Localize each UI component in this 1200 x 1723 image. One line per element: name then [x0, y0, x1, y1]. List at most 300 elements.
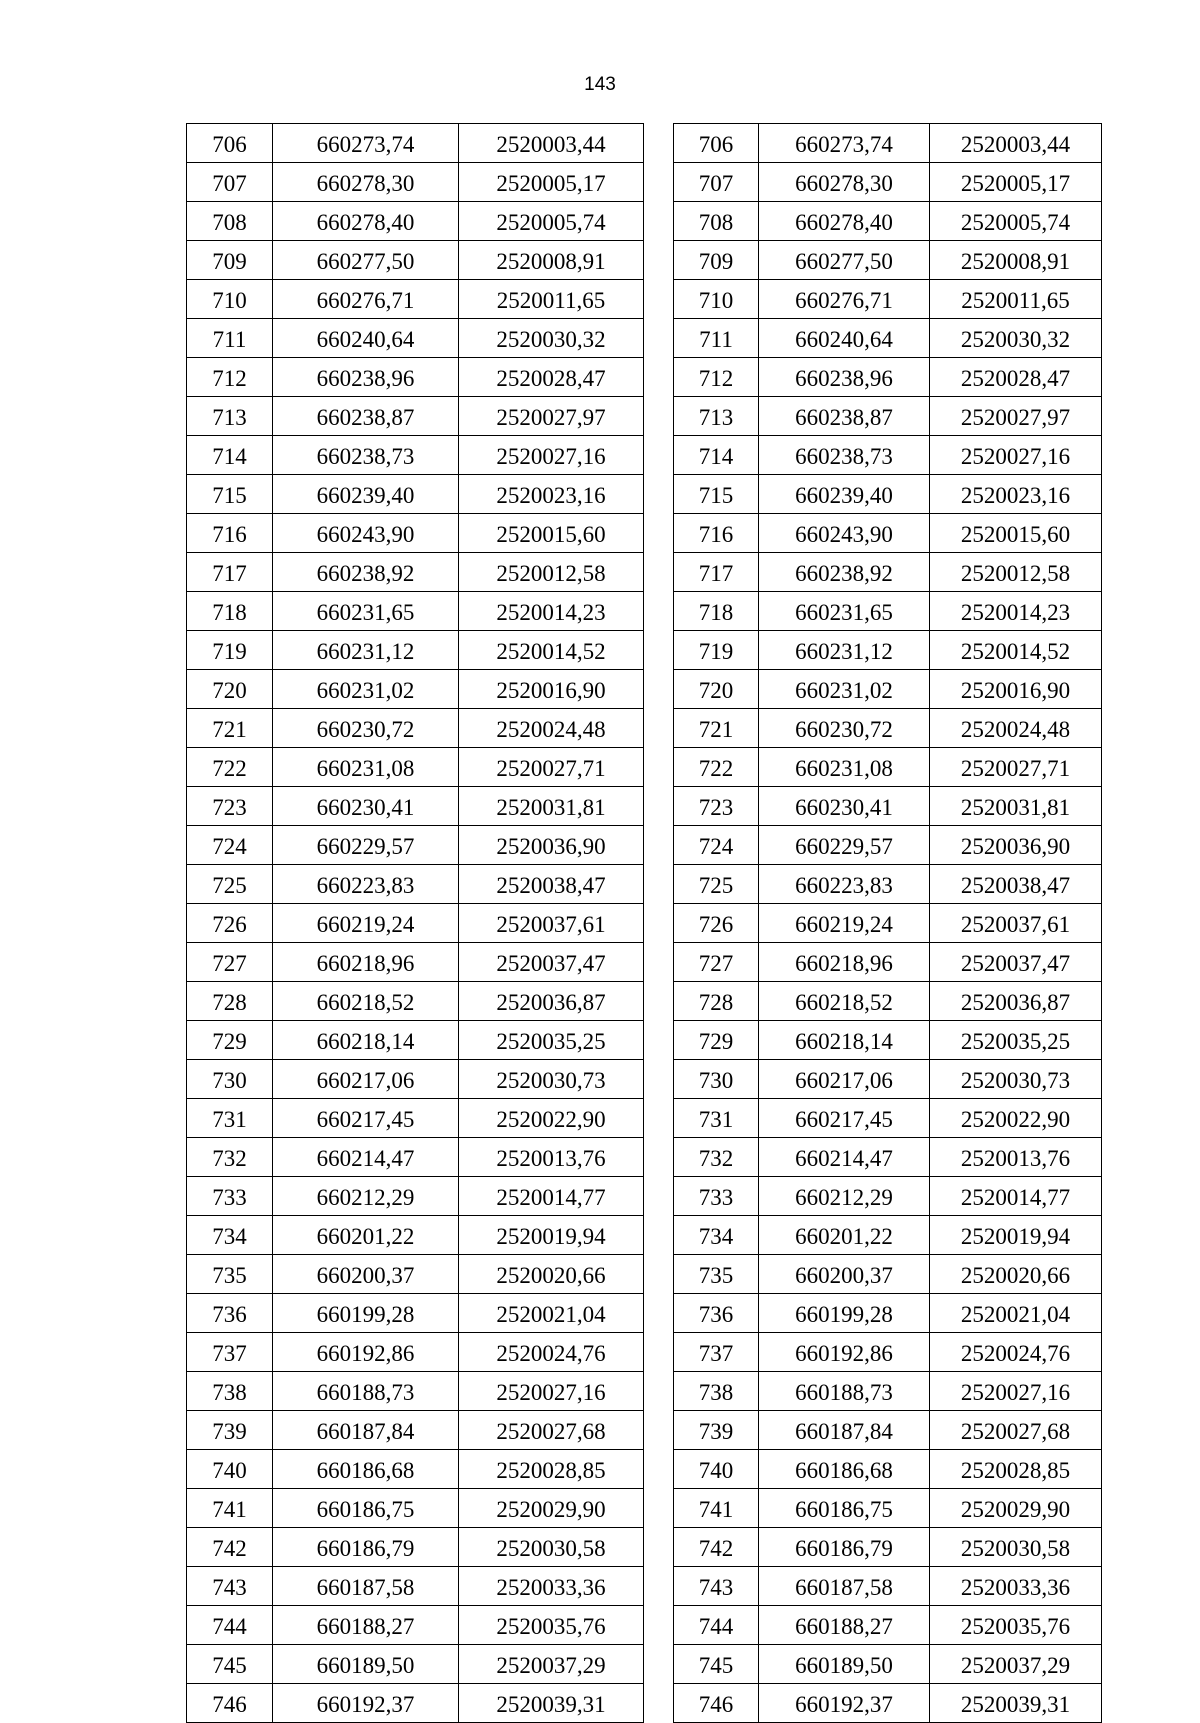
- y-coordinate-cell: 2520027,97: [930, 397, 1102, 436]
- y-coordinate-cell: 2520005,74: [459, 202, 644, 241]
- table-row: [187, 670, 644, 709]
- coordinates-table-left: [186, 123, 644, 1723]
- y-coordinate-cell: 2520030,58: [930, 1528, 1102, 1567]
- y-coordinate-cell: 2520014,23: [459, 592, 644, 631]
- table-row: [187, 748, 644, 787]
- y-coordinate-cell: 2520005,74: [930, 202, 1102, 241]
- point-number-cell: 712: [187, 358, 273, 397]
- point-number-cell: 731: [187, 1099, 273, 1138]
- point-number-cell: 725: [674, 865, 759, 904]
- x-coordinate-cell: 660218,96: [273, 943, 459, 982]
- table-row: [187, 280, 644, 319]
- point-number-cell: 706: [674, 124, 759, 163]
- table-row: [674, 1606, 1102, 1645]
- point-number-cell: 712: [674, 358, 759, 397]
- x-coordinate-cell: 660277,50: [273, 241, 459, 280]
- point-number-cell: 734: [187, 1216, 273, 1255]
- point-number-cell: 745: [674, 1645, 759, 1684]
- point-number-cell: 721: [674, 709, 759, 748]
- table-row: [187, 241, 644, 280]
- y-coordinate-cell: 2520033,36: [930, 1567, 1102, 1606]
- y-coordinate-cell: 2520015,60: [930, 514, 1102, 553]
- point-number-cell: 710: [187, 280, 273, 319]
- point-number-cell: 723: [674, 787, 759, 826]
- point-number-cell: 718: [187, 592, 273, 631]
- x-coordinate-cell: 660187,58: [759, 1567, 930, 1606]
- y-coordinate-cell: 2520027,71: [459, 748, 644, 787]
- y-coordinate-cell: 2520027,16: [459, 1372, 644, 1411]
- x-coordinate-cell: 660219,24: [759, 904, 930, 943]
- point-number-cell: 729: [187, 1021, 273, 1060]
- x-coordinate-cell: 660229,57: [273, 826, 459, 865]
- table-row: [674, 709, 1102, 748]
- y-coordinate-cell: 2520021,04: [459, 1294, 644, 1333]
- table-body: [674, 124, 1102, 1723]
- y-coordinate-cell: 2520015,60: [459, 514, 644, 553]
- y-coordinate-cell: 2520013,76: [930, 1138, 1102, 1177]
- table-row: [674, 475, 1102, 514]
- table-row: [187, 1372, 644, 1411]
- table-row: [674, 436, 1102, 475]
- y-coordinate-cell: 2520011,65: [459, 280, 644, 319]
- table-body: [187, 124, 644, 1723]
- table-row: [187, 124, 644, 163]
- y-coordinate-cell: 2520035,76: [459, 1606, 644, 1645]
- table-row: [187, 202, 644, 241]
- y-coordinate-cell: 2520024,76: [930, 1333, 1102, 1372]
- table-row: [674, 1255, 1102, 1294]
- y-coordinate-cell: 2520014,77: [459, 1177, 644, 1216]
- x-coordinate-cell: 660243,90: [759, 514, 930, 553]
- point-number-cell: 714: [187, 436, 273, 475]
- point-number-cell: 714: [674, 436, 759, 475]
- point-number-cell: 744: [187, 1606, 273, 1645]
- table-row: [674, 826, 1102, 865]
- x-coordinate-cell: 660186,75: [759, 1489, 930, 1528]
- point-number-cell: 719: [674, 631, 759, 670]
- table-row: [674, 1411, 1102, 1450]
- x-coordinate-cell: 660192,37: [273, 1684, 459, 1723]
- x-coordinate-cell: 660231,65: [273, 592, 459, 631]
- y-coordinate-cell: 2520030,32: [459, 319, 644, 358]
- x-coordinate-cell: 660217,45: [759, 1099, 930, 1138]
- point-number-cell: 731: [674, 1099, 759, 1138]
- table-row: [674, 1450, 1102, 1489]
- x-coordinate-cell: 660199,28: [273, 1294, 459, 1333]
- y-coordinate-cell: 2520035,25: [930, 1021, 1102, 1060]
- y-coordinate-cell: 2520024,48: [930, 709, 1102, 748]
- y-coordinate-cell: 2520039,31: [459, 1684, 644, 1723]
- point-number-cell: 727: [187, 943, 273, 982]
- table-row: [187, 553, 644, 592]
- point-number-cell: 717: [674, 553, 759, 592]
- y-coordinate-cell: 2520005,17: [459, 163, 644, 202]
- x-coordinate-cell: 660278,40: [273, 202, 459, 241]
- x-coordinate-cell: 660186,68: [759, 1450, 930, 1489]
- x-coordinate-cell: 660238,87: [273, 397, 459, 436]
- y-coordinate-cell: 2520022,90: [459, 1099, 644, 1138]
- y-coordinate-cell: 2520037,61: [930, 904, 1102, 943]
- point-number-cell: 709: [674, 241, 759, 280]
- x-coordinate-cell: 660201,22: [273, 1216, 459, 1255]
- table-row: [187, 1567, 644, 1606]
- table-row: [187, 943, 644, 982]
- table-row: [674, 553, 1102, 592]
- x-coordinate-cell: 660278,30: [273, 163, 459, 202]
- x-coordinate-cell: 660230,72: [273, 709, 459, 748]
- point-number-cell: 741: [187, 1489, 273, 1528]
- x-coordinate-cell: 660200,37: [759, 1255, 930, 1294]
- y-coordinate-cell: 2520008,91: [930, 241, 1102, 280]
- table-row: [187, 1528, 644, 1567]
- point-number-cell: 725: [187, 865, 273, 904]
- y-coordinate-cell: 2520024,76: [459, 1333, 644, 1372]
- x-coordinate-cell: 660199,28: [759, 1294, 930, 1333]
- point-number-cell: 738: [674, 1372, 759, 1411]
- y-coordinate-cell: 2520016,90: [459, 670, 644, 709]
- table-row: [187, 1255, 644, 1294]
- point-number-cell: 727: [674, 943, 759, 982]
- table-row: [187, 1021, 644, 1060]
- point-number-cell: 711: [187, 319, 273, 358]
- table-row: [187, 1489, 644, 1528]
- y-coordinate-cell: 2520022,90: [930, 1099, 1102, 1138]
- x-coordinate-cell: 660192,86: [273, 1333, 459, 1372]
- point-number-cell: 728: [674, 982, 759, 1021]
- x-coordinate-cell: 660187,84: [759, 1411, 930, 1450]
- y-coordinate-cell: 2520027,68: [930, 1411, 1102, 1450]
- y-coordinate-cell: 2520020,66: [459, 1255, 644, 1294]
- table-row: [674, 202, 1102, 241]
- point-number-cell: 740: [674, 1450, 759, 1489]
- table-row: [187, 1294, 644, 1333]
- point-number-cell: 732: [674, 1138, 759, 1177]
- x-coordinate-cell: 660278,30: [759, 163, 930, 202]
- x-coordinate-cell: 660217,06: [273, 1060, 459, 1099]
- table-row: [187, 904, 644, 943]
- point-number-cell: 743: [674, 1567, 759, 1606]
- table-row: [674, 1372, 1102, 1411]
- point-number-cell: 720: [674, 670, 759, 709]
- point-number-cell: 735: [187, 1255, 273, 1294]
- point-number-cell: 729: [674, 1021, 759, 1060]
- x-coordinate-cell: 660230,41: [273, 787, 459, 826]
- point-number-cell: 726: [187, 904, 273, 943]
- x-coordinate-cell: 660186,75: [273, 1489, 459, 1528]
- y-coordinate-cell: 2520030,73: [459, 1060, 644, 1099]
- x-coordinate-cell: 660217,06: [759, 1060, 930, 1099]
- y-coordinate-cell: 2520038,47: [459, 865, 644, 904]
- point-number-cell: 740: [187, 1450, 273, 1489]
- table-row: [674, 319, 1102, 358]
- point-number-cell: 737: [674, 1333, 759, 1372]
- point-number-cell: 721: [187, 709, 273, 748]
- x-coordinate-cell: 660239,40: [759, 475, 930, 514]
- x-coordinate-cell: 660240,64: [273, 319, 459, 358]
- y-coordinate-cell: 2520027,68: [459, 1411, 644, 1450]
- y-coordinate-cell: 2520028,47: [459, 358, 644, 397]
- point-number-cell: 719: [187, 631, 273, 670]
- table-row: [187, 1060, 644, 1099]
- y-coordinate-cell: 2520035,25: [459, 1021, 644, 1060]
- point-number-cell: 715: [187, 475, 273, 514]
- point-number-cell: 717: [187, 553, 273, 592]
- point-number-cell: 708: [187, 202, 273, 241]
- y-coordinate-cell: 2520027,97: [459, 397, 644, 436]
- x-coordinate-cell: 660188,73: [759, 1372, 930, 1411]
- x-coordinate-cell: 660273,74: [273, 124, 459, 163]
- y-coordinate-cell: 2520023,16: [459, 475, 644, 514]
- point-number-cell: 730: [187, 1060, 273, 1099]
- table-row: [674, 1528, 1102, 1567]
- point-number-cell: 732: [187, 1138, 273, 1177]
- point-number-cell: 711: [674, 319, 759, 358]
- x-coordinate-cell: 660239,40: [273, 475, 459, 514]
- x-coordinate-cell: 660238,87: [759, 397, 930, 436]
- y-coordinate-cell: 2520035,76: [930, 1606, 1102, 1645]
- y-coordinate-cell: 2520033,36: [459, 1567, 644, 1606]
- table-row: [187, 787, 644, 826]
- table-row: [674, 904, 1102, 943]
- x-coordinate-cell: 660238,92: [759, 553, 930, 592]
- table-row: [187, 1684, 644, 1723]
- y-coordinate-cell: 2520011,65: [930, 280, 1102, 319]
- y-coordinate-cell: 2520031,81: [459, 787, 644, 826]
- x-coordinate-cell: 660218,14: [273, 1021, 459, 1060]
- table-row: [187, 826, 644, 865]
- table-row: [187, 1450, 644, 1489]
- table-row: [674, 592, 1102, 631]
- table-row: [674, 1060, 1102, 1099]
- point-number-cell: 745: [187, 1645, 273, 1684]
- point-number-cell: 738: [187, 1372, 273, 1411]
- x-coordinate-cell: 660189,50: [759, 1645, 930, 1684]
- y-coordinate-cell: 2520020,66: [930, 1255, 1102, 1294]
- point-number-cell: 730: [674, 1060, 759, 1099]
- y-coordinate-cell: 2520039,31: [930, 1684, 1102, 1723]
- table-row: [674, 787, 1102, 826]
- table-row: [187, 982, 644, 1021]
- table-row: [674, 1216, 1102, 1255]
- x-coordinate-cell: 660231,65: [759, 592, 930, 631]
- point-number-cell: 707: [674, 163, 759, 202]
- table-row: [674, 397, 1102, 436]
- x-coordinate-cell: 660231,08: [759, 748, 930, 787]
- point-number-cell: 708: [674, 202, 759, 241]
- x-coordinate-cell: 660238,96: [273, 358, 459, 397]
- x-coordinate-cell: 660219,24: [273, 904, 459, 943]
- point-number-cell: 724: [187, 826, 273, 865]
- point-number-cell: 737: [187, 1333, 273, 1372]
- table-row: [674, 358, 1102, 397]
- table-row: [674, 163, 1102, 202]
- table-row: [674, 1684, 1102, 1723]
- y-coordinate-cell: 2520031,81: [930, 787, 1102, 826]
- y-coordinate-cell: 2520036,90: [930, 826, 1102, 865]
- table-row: [187, 358, 644, 397]
- point-number-cell: 741: [674, 1489, 759, 1528]
- x-coordinate-cell: 660214,47: [273, 1138, 459, 1177]
- x-coordinate-cell: 660223,83: [273, 865, 459, 904]
- x-coordinate-cell: 660212,29: [759, 1177, 930, 1216]
- point-number-cell: 744: [674, 1606, 759, 1645]
- y-coordinate-cell: 2520014,52: [459, 631, 644, 670]
- x-coordinate-cell: 660187,84: [273, 1411, 459, 1450]
- table-row: [187, 1177, 644, 1216]
- point-number-cell: 709: [187, 241, 273, 280]
- x-coordinate-cell: 660217,45: [273, 1099, 459, 1138]
- table-row: [674, 865, 1102, 904]
- x-coordinate-cell: 660200,37: [273, 1255, 459, 1294]
- point-number-cell: 710: [674, 280, 759, 319]
- y-coordinate-cell: 2520036,87: [459, 982, 644, 1021]
- point-number-cell: 720: [187, 670, 273, 709]
- table-row: [674, 943, 1102, 982]
- point-number-cell: 716: [187, 514, 273, 553]
- point-number-cell: 715: [674, 475, 759, 514]
- y-coordinate-cell: 2520038,47: [930, 865, 1102, 904]
- x-coordinate-cell: 660186,68: [273, 1450, 459, 1489]
- table-row: [674, 514, 1102, 553]
- x-coordinate-cell: 660238,92: [273, 553, 459, 592]
- point-number-cell: 742: [674, 1528, 759, 1567]
- x-coordinate-cell: 660238,73: [273, 436, 459, 475]
- x-coordinate-cell: 660238,73: [759, 436, 930, 475]
- y-coordinate-cell: 2520027,16: [459, 436, 644, 475]
- y-coordinate-cell: 2520030,58: [459, 1528, 644, 1567]
- y-coordinate-cell: 2520013,76: [459, 1138, 644, 1177]
- point-number-cell: 726: [674, 904, 759, 943]
- table-row: [674, 1333, 1102, 1372]
- x-coordinate-cell: 660187,58: [273, 1567, 459, 1606]
- x-coordinate-cell: 660218,52: [273, 982, 459, 1021]
- y-coordinate-cell: 2520030,73: [930, 1060, 1102, 1099]
- y-coordinate-cell: 2520023,16: [930, 475, 1102, 514]
- table-row: [674, 1567, 1102, 1606]
- x-coordinate-cell: 660278,40: [759, 202, 930, 241]
- x-coordinate-cell: 660240,64: [759, 319, 930, 358]
- table-row: [674, 124, 1102, 163]
- x-coordinate-cell: 660188,73: [273, 1372, 459, 1411]
- point-number-cell: 707: [187, 163, 273, 202]
- x-coordinate-cell: 660231,12: [759, 631, 930, 670]
- x-coordinate-cell: 660186,79: [273, 1528, 459, 1567]
- table-row: [674, 1021, 1102, 1060]
- x-coordinate-cell: 660214,47: [759, 1138, 930, 1177]
- table-row: [187, 1411, 644, 1450]
- point-number-cell: 716: [674, 514, 759, 553]
- x-coordinate-cell: 660231,08: [273, 748, 459, 787]
- y-coordinate-cell: 2520029,90: [459, 1489, 644, 1528]
- table-row: [674, 280, 1102, 319]
- x-coordinate-cell: 660218,52: [759, 982, 930, 1021]
- y-coordinate-cell: 2520028,47: [930, 358, 1102, 397]
- point-number-cell: 735: [674, 1255, 759, 1294]
- y-coordinate-cell: 2520037,47: [459, 943, 644, 982]
- table-row: [187, 1099, 644, 1138]
- point-number-cell: 723: [187, 787, 273, 826]
- y-coordinate-cell: 2520036,90: [459, 826, 644, 865]
- coordinates-table-right: [673, 123, 1102, 1723]
- x-coordinate-cell: 660229,57: [759, 826, 930, 865]
- x-coordinate-cell: 660218,14: [759, 1021, 930, 1060]
- table-row: [674, 1489, 1102, 1528]
- y-coordinate-cell: 2520003,44: [459, 124, 644, 163]
- table-row: [187, 163, 644, 202]
- table-row: [674, 748, 1102, 787]
- point-number-cell: 746: [187, 1684, 273, 1723]
- point-number-cell: 718: [674, 592, 759, 631]
- table-row: [187, 709, 644, 748]
- x-coordinate-cell: 660212,29: [273, 1177, 459, 1216]
- y-coordinate-cell: 2520019,94: [930, 1216, 1102, 1255]
- point-number-cell: 736: [674, 1294, 759, 1333]
- table-row: [674, 1138, 1102, 1177]
- table-row: [187, 397, 644, 436]
- point-number-cell: 733: [187, 1177, 273, 1216]
- y-coordinate-cell: 2520014,77: [930, 1177, 1102, 1216]
- table-row: [187, 631, 644, 670]
- point-number-cell: 743: [187, 1567, 273, 1606]
- y-coordinate-cell: 2520030,32: [930, 319, 1102, 358]
- x-coordinate-cell: 660276,71: [759, 280, 930, 319]
- x-coordinate-cell: 660188,27: [759, 1606, 930, 1645]
- table-row: [674, 1177, 1102, 1216]
- y-coordinate-cell: 2520012,58: [459, 553, 644, 592]
- x-coordinate-cell: 660231,12: [273, 631, 459, 670]
- y-coordinate-cell: 2520027,71: [930, 748, 1102, 787]
- point-number-cell: 713: [187, 397, 273, 436]
- point-number-cell: 746: [674, 1684, 759, 1723]
- y-coordinate-cell: 2520012,58: [930, 553, 1102, 592]
- y-coordinate-cell: 2520037,47: [930, 943, 1102, 982]
- page-number: 143: [584, 74, 616, 95]
- table-row: [674, 1099, 1102, 1138]
- table-row: [187, 865, 644, 904]
- y-coordinate-cell: 2520024,48: [459, 709, 644, 748]
- point-number-cell: 739: [187, 1411, 273, 1450]
- table-row: [187, 1138, 644, 1177]
- y-coordinate-cell: 2520027,16: [930, 436, 1102, 475]
- table-row: [187, 436, 644, 475]
- point-number-cell: 724: [674, 826, 759, 865]
- table-row: [674, 631, 1102, 670]
- table-row: [187, 319, 644, 358]
- point-number-cell: 728: [187, 982, 273, 1021]
- y-coordinate-cell: 2520027,16: [930, 1372, 1102, 1411]
- table-row: [187, 514, 644, 553]
- table-row: [187, 1333, 644, 1372]
- x-coordinate-cell: 660230,72: [759, 709, 930, 748]
- table-row: [674, 241, 1102, 280]
- table-row: [674, 982, 1102, 1021]
- point-number-cell: 713: [674, 397, 759, 436]
- y-coordinate-cell: 2520016,90: [930, 670, 1102, 709]
- y-coordinate-cell: 2520036,87: [930, 982, 1102, 1021]
- x-coordinate-cell: 660231,02: [273, 670, 459, 709]
- y-coordinate-cell: 2520037,29: [459, 1645, 644, 1684]
- y-coordinate-cell: 2520029,90: [930, 1489, 1102, 1528]
- x-coordinate-cell: 660218,96: [759, 943, 930, 982]
- x-coordinate-cell: 660188,27: [273, 1606, 459, 1645]
- point-number-cell: 736: [187, 1294, 273, 1333]
- table-row: [187, 1216, 644, 1255]
- point-number-cell: 742: [187, 1528, 273, 1567]
- point-number-cell: 706: [187, 124, 273, 163]
- table-row: [187, 1645, 644, 1684]
- table-row: [674, 1294, 1102, 1333]
- table-row: [187, 475, 644, 514]
